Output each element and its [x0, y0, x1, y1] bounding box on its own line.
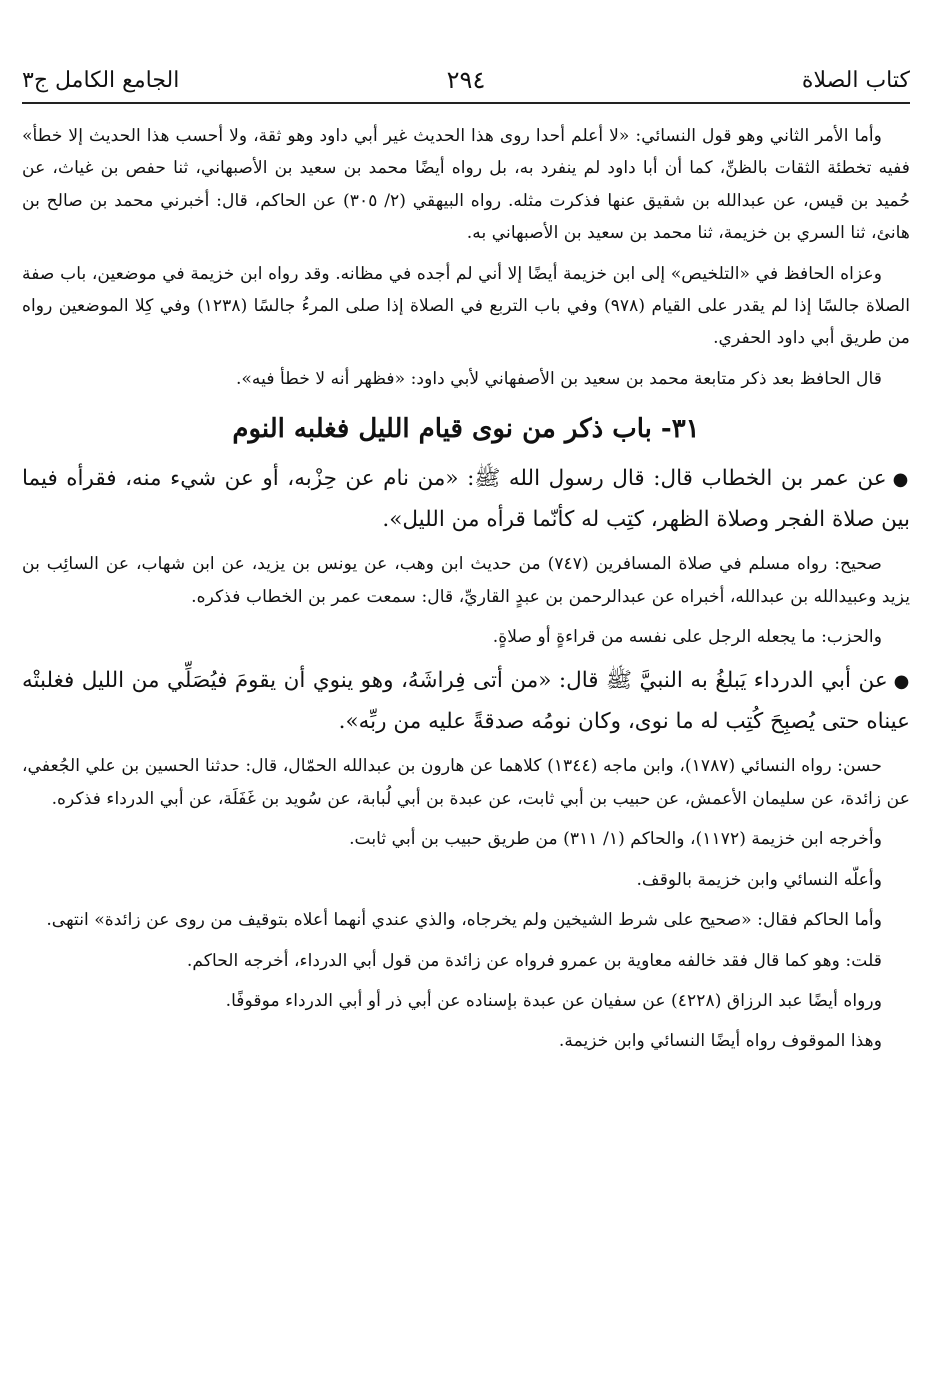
paragraph: والحزب: ما يجعله الرجل على نفسه من قراءةٍ أو صلاةٍ.	[492, 627, 882, 648]
paragraph: وأما الأمر الثاني وهو قول النسائي: «لا أعلم أحدا روى هذا الحديث غير أبي داود وهو ثقة، ولا أحسب هذا الحديث إلا خطأ» ففيه تخطئة الثقات بالظنِّ، كما أن أبا داود لم ينفرد به، بل رواه أيضًا محمد بن سعيد بن الأصبهاني، ثنا حفص بن غياث، عن حُميد بن قيس، عن عبدالله بن شقيق عنها فذكرت مثله. رواه البيهقي (٢/ ٣٠٥) عن الحاكم، قال: أخبرني محمد بن صالح بن هانئ، ثنا السري بن خزيمة، ثنا محمد بن سعيد بن الأصبهاني به.	[22, 126, 910, 244]
paragraph: وهذا الموقوف رواه أيضًا النسائي وابن خزيمة.	[558, 1031, 882, 1052]
book-section-label: كتاب الصلاة	[801, 68, 910, 93]
hadith-body: عن عمر بن الخطاب قال: قال رسول الله ﷺ: «من نام عن حِزْبه، أو عن شيء منه، فقرأه فيما بين صلاة الفجر وصلاة الظهر، كتِب له كأنّما قرأه من الليل».	[22, 466, 910, 533]
hadith-text	[22, 459, 910, 540]
running-header	[22, 62, 910, 104]
page-body	[22, 120, 910, 1058]
paragraph: وأعلّه النسائي وابن خزيمة بالوقف.	[636, 869, 882, 890]
paragraph: ورواه أيضًا عبد الرزاق (٤٢٢٨) عن سفيان عن عبدة بإسناده عن أبي ذر أو أبي الدرداء موقوفًا.	[225, 990, 882, 1011]
bullet-icon: ●	[893, 671, 910, 693]
bullet-icon: ●	[892, 469, 910, 491]
paragraph: وأخرجه ابن خزيمة (١١٧٢)، والحاكم (١/ ٣١١) من طريق حبيب بن أبي ثابت.	[349, 829, 882, 850]
paragraph: حسن: رواه النسائي (١٧٨٧)، وابن ماجه (١٣٤٤) كلاهما عن هارون بن عبدالله الحمّال، قال: حدثنا الحسين بن علي الجُعفي، عن زائدة، عن سليمان الأعمش، عن حبيب بن أبي ثابت، عن عبدة بن أبي لُبابة، عن سُويد بن غَفَلَة، عن أبي الدرداء فذكره.	[22, 756, 910, 809]
chapter-title: ٣١- باب ذكر من نوى قيام الليل فغلبه النوم	[232, 414, 700, 445]
paragraph: قال الحافظ بعد ذكر متابعة محمد بن سعيد بن الأصفهاني لأبي داود: «فظهر أنه لا خطأ فيه».	[235, 368, 882, 389]
paragraph: قلت: وهو كما قال فقد خالفه معاوية بن عمرو فرواه عن زائدة من قول أبي الدرداء، أخرجه الحاكم.	[186, 950, 882, 971]
book-title-label: الجامع الكامل ج٣	[22, 68, 180, 93]
paragraph: وعزاه الحافظ في «التلخيص» إلى ابن خزيمة أيضًا إلا أني لم أجده في مظانه. وقد رواه ابن خزيمة في موضعين، باب صفة الصلاة جالسًا إذا لم يقدر على القيام (٩٧٨) وفي باب التربع في الصلاة إذا صلى المرءُ جالسًا (١٢٣٨) وفي كِلا الموضعين رواه من طريق أبي داود الحفري.	[22, 263, 910, 349]
paragraph: وأما الحاكم فقال: «صحيح على شرط الشيخين ولم يخرجاه، والذي عندي أنهما أعلاه بتوقيف من روى عن زائدة» انتهى.	[46, 910, 882, 931]
page-number: ٢٩٤	[446, 66, 486, 94]
hadith-text	[22, 661, 910, 742]
paragraph: صحيح: رواه مسلم في صلاة المسافرين (٧٤٧) من حديث ابن وهب، عن يونس بن يزيد، عن ابن شهاب، عن السائِب بن يزيد وعبيدالله بن عبدالله، أخبراه عن عبدالرحمن بن عبدٍ القاريِّ، قال: سمعت عمر بن الخطاب فذكره.	[22, 554, 910, 607]
hadith-body: عن أبي الدرداء يَبلغُ به النبيَّ ﷺ قال: «من أتى فِراشَهُ، وهو ينوي أن يقومَ فيُصَلِّي من الليل فغلبتْه عيناه حتى يُصبِحَ كُتِب له ما نوى، وكان نومُه صدقةً عليه من ربِّه».	[22, 668, 910, 735]
